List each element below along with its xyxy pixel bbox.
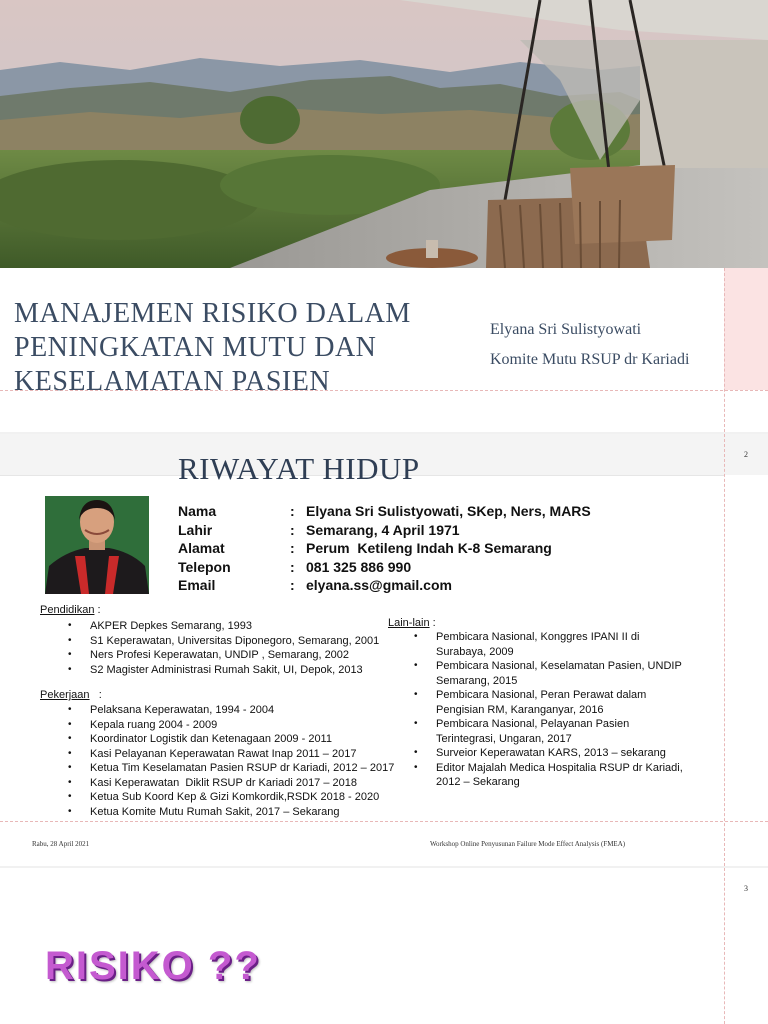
info-row-telepon	[178, 558, 591, 577]
info-row-nama	[178, 502, 591, 521]
title-line: PENINGKATAN MUTU DAN	[14, 332, 377, 363]
list-item-line: Pembicara Nasional, Konggres IPANI II di	[436, 631, 640, 643]
section-label-text: Lain-lain	[388, 617, 430, 629]
list-item: • Ketua Komite Mutu Rumah Sakit, 2017 – Sekarang	[68, 805, 408, 820]
info-label: Email	[178, 577, 216, 593]
list-item	[414, 688, 714, 717]
presentation-title	[14, 297, 434, 399]
footer-date: Rabu, 28 April 2021	[32, 840, 90, 848]
presenter-block	[490, 315, 689, 375]
info-value: elyana.ss@gmail.com	[306, 577, 452, 593]
list-item: • Ketua Sub Koord Kep & Gizi Komkordik,RSDK 2018 - 2020	[68, 790, 408, 805]
info-label: Lahir	[178, 521, 213, 538]
list-item: • Koordinator Logistik dan Ketenagaan 2009 - 2011	[68, 732, 408, 747]
slide-title	[0, 0, 768, 432]
divider-horizontal	[0, 821, 768, 822]
profile-info	[178, 502, 591, 595]
presenter-name: Elyana Sri Sulistyowati	[490, 321, 642, 338]
info-value: Perum Ketileng Indah K-8 Semarang	[306, 540, 552, 556]
section-label-colon: :	[89, 689, 102, 701]
title-line: MANAJEMEN RISIKO DALAM	[14, 298, 411, 329]
info-row-email	[178, 576, 591, 595]
list-item	[414, 630, 714, 659]
footer-event: Workshop Online Penyusunan Failure Mode Effect Analysis (FMEA)	[430, 840, 626, 848]
list-item	[414, 717, 714, 746]
risiko-heading: RISIKO ??	[45, 944, 261, 988]
list-item: • AKPER Depkes Semarang, 1993	[68, 619, 398, 634]
pekerjaan-list	[68, 703, 408, 819]
list-item-line: Semarang, 2015	[436, 674, 518, 687]
page-number: 3	[744, 884, 748, 893]
list-item-line: Surabaya, 2009	[436, 645, 514, 658]
list-item-line: Pembicara Nasional, Keselamatan Pasien, UNDIP	[436, 660, 682, 672]
list-item: • Kepala ruang 2004 - 2009	[68, 718, 408, 733]
list-item: • Pelaksana Keperawatan, 1994 - 2004	[68, 703, 408, 718]
divider-vertical	[724, 268, 725, 432]
list-item	[414, 659, 714, 688]
info-separator: :	[290, 540, 295, 556]
section-label-colon: :	[94, 604, 101, 616]
info-separator: :	[290, 521, 295, 538]
list-item-line: Surveior Keperawatan KARS, 2013 – sekarang	[436, 747, 666, 759]
profile-photo	[45, 496, 149, 594]
info-value: Semarang, 4 April 1971	[306, 521, 460, 538]
list-item-line: Pengisian RM, Karanganyar, 2016	[436, 703, 604, 716]
list-item	[414, 746, 714, 761]
info-row-alamat	[178, 539, 591, 558]
section-label-text: Pendidikan	[40, 604, 95, 616]
section-label-colon: :	[429, 617, 436, 629]
list-item-line: 2012 – Sekarang	[436, 776, 520, 788]
list-item: • S1 Keperawatan, Universitas Diponegoro, Semarang, 2001	[68, 634, 398, 649]
info-separator: :	[290, 503, 295, 519]
slide-riwayat-hidup	[0, 434, 768, 866]
section-label-text: Pekerjaan	[40, 689, 90, 701]
presenter-affiliation: Komite Mutu RSUP dr Kariadi	[490, 351, 690, 368]
pendidikan-list	[68, 619, 398, 677]
lainlain-list	[414, 630, 714, 790]
list-item-line: Pembicara Nasional, Peran Perawat dalam	[436, 689, 647, 701]
info-separator: :	[290, 558, 295, 575]
info-value: 081 325 886 990	[306, 558, 412, 575]
accent-block	[724, 268, 768, 390]
divider-vertical	[724, 434, 725, 866]
section-label-lainlain	[388, 617, 436, 629]
slide-title: RIWAYAT HIDUP	[178, 451, 420, 486]
info-separator: :	[290, 577, 295, 593]
list-item: • Ketua Tim Keselamatan Pasien RSUP dr Kariadi, 2012 – 2017	[68, 761, 408, 776]
divider-vertical	[724, 868, 725, 1024]
list-item-line: Pembicara Nasional, Pelayanan Pasien	[436, 718, 630, 730]
list-item-line: Editor Majalah Medica Hospitalia RSUP dr Kariadi,	[436, 761, 683, 774]
list-item: • Ners Profesi Keperawatan, UNDIP , Semarang, 2002	[68, 648, 398, 663]
section-label-pendidikan	[40, 604, 101, 616]
info-label: Telepon	[178, 558, 231, 575]
info-row-lahir	[178, 521, 591, 540]
info-value: Elyana Sri Sulistyowati, SKep, Ners, MARS	[306, 503, 591, 519]
info-label: Nama	[178, 503, 217, 519]
list-item	[414, 761, 714, 790]
list-item: • Kasi Pelayanan Keperawatan Rawat Inap 2011 – 2017	[68, 747, 408, 762]
hero-image	[0, 0, 768, 268]
info-label: Alamat	[178, 540, 225, 556]
list-item-line: Terintegrasi, Ungaran, 2017	[436, 732, 572, 745]
title-line: KESELAMATAN PASIEN	[14, 366, 331, 397]
list-item: • S2 Magister Administrasi Rumah Sakit, UI, Depok, 2013	[68, 663, 398, 678]
page-number: 2	[744, 450, 748, 459]
list-item: • Kasi Keperawatan Diklit RSUP dr Kariadi 2017 – 2018	[68, 776, 408, 791]
slide-risiko	[0, 868, 768, 1024]
section-label-pekerjaan	[40, 689, 102, 701]
